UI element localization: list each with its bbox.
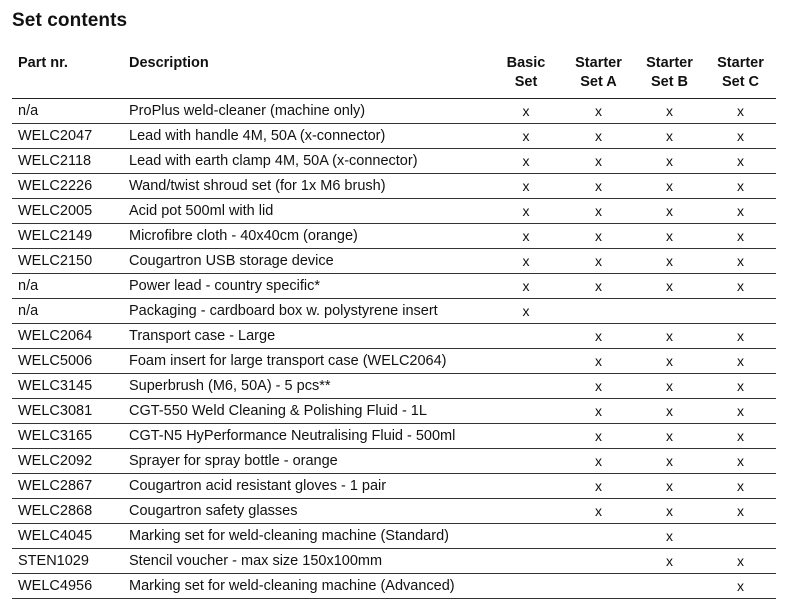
starter-set-a-mark: x [563, 324, 634, 349]
header-starter-set-a [563, 49, 634, 99]
table-row [12, 549, 776, 574]
header-starter-set-c [705, 49, 776, 99]
description-cell: Sprayer for spray bottle - orange [123, 449, 489, 474]
starter-set-c-mark: x [705, 574, 776, 599]
starter-set-b-mark: x [634, 399, 705, 424]
part-number-cell: WELC3145 [12, 374, 123, 399]
part-number-cell: STEN1029 [12, 549, 123, 574]
starter-set-b-mark: x [634, 449, 705, 474]
part-number-cell: WELC2867 [12, 474, 123, 499]
starter-set-c-mark: x [705, 449, 776, 474]
basic-set-mark: x [489, 199, 563, 224]
starter-set-b-mark: x [634, 199, 705, 224]
starter-set-a-mark: x [563, 399, 634, 424]
description-cell: Power lead - country specific* [123, 274, 489, 299]
table-body [12, 99, 776, 599]
starter-set-c-mark: x [705, 424, 776, 449]
header-starter-set-c-line1: Starter [717, 55, 764, 71]
basic-set-mark [489, 524, 563, 549]
starter-set-b-mark: x [634, 124, 705, 149]
starter-set-c-mark: x [705, 549, 776, 574]
header-starter-set-b-line2: Set B [650, 74, 689, 90]
part-number-cell: WELC4956 [12, 574, 123, 599]
starter-set-b-mark: x [634, 349, 705, 374]
table-header-row [12, 49, 776, 99]
header-basic-set [489, 49, 563, 99]
starter-set-a-mark [563, 549, 634, 574]
page-title: Set contents [12, 10, 128, 31]
starter-set-c-mark: x [705, 499, 776, 524]
table-row [12, 374, 776, 399]
description-cell: Foam insert for large transport case (WELC2064) [123, 349, 489, 374]
starter-set-a-mark: x [563, 124, 634, 149]
part-number-cell: WELC2868 [12, 499, 123, 524]
basic-set-mark [489, 399, 563, 424]
starter-set-a-mark: x [563, 274, 634, 299]
table-row [12, 224, 776, 249]
description-cell: CGT-N5 HyPerformance Neutralising Fluid - 500ml [123, 424, 489, 449]
basic-set-mark: x [489, 274, 563, 299]
basic-set-mark: x [489, 174, 563, 199]
starter-set-b-mark: x [634, 99, 705, 124]
starter-set-a-mark: x [563, 474, 634, 499]
starter-set-b-mark: x [634, 549, 705, 574]
table-row [12, 399, 776, 424]
table-row [12, 249, 776, 274]
starter-set-a-mark: x [563, 174, 634, 199]
basic-set-mark: x [489, 124, 563, 149]
starter-set-b-mark [634, 574, 705, 599]
header-starter-set-c-line2: Set C [721, 74, 760, 90]
starter-set-b-mark: x [634, 174, 705, 199]
starter-set-b-mark: x [634, 374, 705, 399]
basic-set-mark: x [489, 99, 563, 124]
basic-set-mark [489, 549, 563, 574]
basic-set-mark: x [489, 299, 563, 324]
table-row [12, 299, 776, 324]
part-number-cell: WELC2092 [12, 449, 123, 474]
starter-set-b-mark: x [634, 524, 705, 549]
starter-set-c-mark: x [705, 474, 776, 499]
part-number-cell: WELC5006 [12, 349, 123, 374]
basic-set-mark [489, 499, 563, 524]
starter-set-b-mark: x [634, 224, 705, 249]
table-row [12, 199, 776, 224]
basic-set-mark [489, 374, 563, 399]
table-row [12, 449, 776, 474]
description-cell: Microfibre cloth - 40x40cm (orange) [123, 224, 489, 249]
starter-set-a-mark [563, 299, 634, 324]
starter-set-a-mark: x [563, 99, 634, 124]
table-row [12, 124, 776, 149]
part-number-cell: WELC2064 [12, 324, 123, 349]
starter-set-b-mark: x [634, 424, 705, 449]
part-number-cell: WELC2118 [12, 149, 123, 174]
description-cell: Cougartron safety glasses [123, 499, 489, 524]
starter-set-a-mark [563, 574, 634, 599]
table-row [12, 349, 776, 374]
starter-set-a-mark: x [563, 199, 634, 224]
part-number-cell: WELC2150 [12, 249, 123, 274]
starter-set-a-mark: x [563, 224, 634, 249]
starter-set-a-mark: x [563, 149, 634, 174]
header-starter-set-b [634, 49, 705, 99]
basic-set-mark [489, 324, 563, 349]
header-description: Description [123, 49, 489, 99]
table-row [12, 149, 776, 174]
header-basic-set-line2: Set [514, 74, 538, 90]
header-starter-set-b-line1: Starter [646, 55, 693, 71]
description-cell: Stencil voucher - max size 150x100mm [123, 549, 489, 574]
basic-set-mark: x [489, 149, 563, 174]
description-cell: Wand/twist shroud set (for 1x M6 brush) [123, 174, 489, 199]
starter-set-c-mark: x [705, 399, 776, 424]
starter-set-c-mark: x [705, 274, 776, 299]
starter-set-a-mark: x [563, 249, 634, 274]
starter-set-b-mark: x [634, 149, 705, 174]
starter-set-b-mark: x [634, 499, 705, 524]
description-cell: Lead with earth clamp 4M, 50A (x-connector) [123, 149, 489, 174]
header-basic-set-line1: Basic [506, 55, 546, 71]
part-number-cell: WELC3081 [12, 399, 123, 424]
starter-set-c-mark: x [705, 249, 776, 274]
starter-set-b-mark: x [634, 249, 705, 274]
part-number-cell: WELC2226 [12, 174, 123, 199]
description-cell: Marking set for weld-cleaning machine (Advanced) [123, 574, 489, 599]
table-row [12, 424, 776, 449]
table-row [12, 174, 776, 199]
part-number-cell: WELC2047 [12, 124, 123, 149]
header-starter-set-a-line2: Set A [580, 74, 617, 90]
starter-set-a-mark: x [563, 349, 634, 374]
basic-set-mark: x [489, 249, 563, 274]
header-part-number: Part nr. [12, 49, 123, 99]
description-cell: CGT-550 Weld Cleaning & Polishing Fluid - 1L [123, 399, 489, 424]
description-cell: ProPlus weld-cleaner (machine only) [123, 99, 489, 124]
header-starter-set-a-line1: Starter [575, 55, 622, 71]
part-number-cell: WELC3165 [12, 424, 123, 449]
basic-set-mark [489, 349, 563, 374]
part-number-cell: n/a [12, 274, 123, 299]
table-row [12, 524, 776, 549]
part-number-cell: WELC2149 [12, 224, 123, 249]
starter-set-c-mark: x [705, 99, 776, 124]
table-row [12, 324, 776, 349]
table-row [12, 274, 776, 299]
description-cell: Marking set for weld-cleaning machine (Standard) [123, 524, 489, 549]
part-number-cell: n/a [12, 299, 123, 324]
basic-set-mark: x [489, 224, 563, 249]
starter-set-a-mark: x [563, 499, 634, 524]
table-row [12, 474, 776, 499]
description-cell: Superbrush (M6, 50A) - 5 pcs** [123, 374, 489, 399]
starter-set-c-mark: x [705, 199, 776, 224]
starter-set-a-mark [563, 524, 634, 549]
description-cell: Cougartron USB storage device [123, 249, 489, 274]
starter-set-c-mark: x [705, 124, 776, 149]
description-cell: Lead with handle 4M, 50A (x-connector) [123, 124, 489, 149]
starter-set-c-mark: x [705, 224, 776, 249]
starter-set-c-mark: x [705, 324, 776, 349]
part-number-cell: n/a [12, 99, 123, 124]
description-cell: Packaging - cardboard box w. polystyrene insert [123, 299, 489, 324]
basic-set-mark [489, 574, 563, 599]
starter-set-a-mark: x [563, 449, 634, 474]
basic-set-mark [489, 424, 563, 449]
starter-set-c-mark: x [705, 374, 776, 399]
basic-set-mark [489, 474, 563, 499]
table-row [12, 574, 776, 599]
description-cell: Transport case - Large [123, 324, 489, 349]
starter-set-a-mark: x [563, 424, 634, 449]
starter-set-c-mark: x [705, 149, 776, 174]
basic-set-mark [489, 449, 563, 474]
starter-set-a-mark: x [563, 374, 634, 399]
starter-set-c-mark: x [705, 349, 776, 374]
description-cell: Cougartron acid resistant gloves - 1 pair [123, 474, 489, 499]
starter-set-c-mark [705, 299, 776, 324]
description-cell: Acid pot 500ml with lid [123, 199, 489, 224]
part-number-cell: WELC2005 [12, 199, 123, 224]
starter-set-b-mark: x [634, 474, 705, 499]
part-number-cell: WELC4045 [12, 524, 123, 549]
set-contents-table [12, 49, 776, 599]
starter-set-c-mark [705, 524, 776, 549]
table-row [12, 99, 776, 124]
starter-set-b-mark: x [634, 274, 705, 299]
table-row [12, 499, 776, 524]
starter-set-b-mark: x [634, 324, 705, 349]
starter-set-b-mark [634, 299, 705, 324]
starter-set-c-mark: x [705, 174, 776, 199]
